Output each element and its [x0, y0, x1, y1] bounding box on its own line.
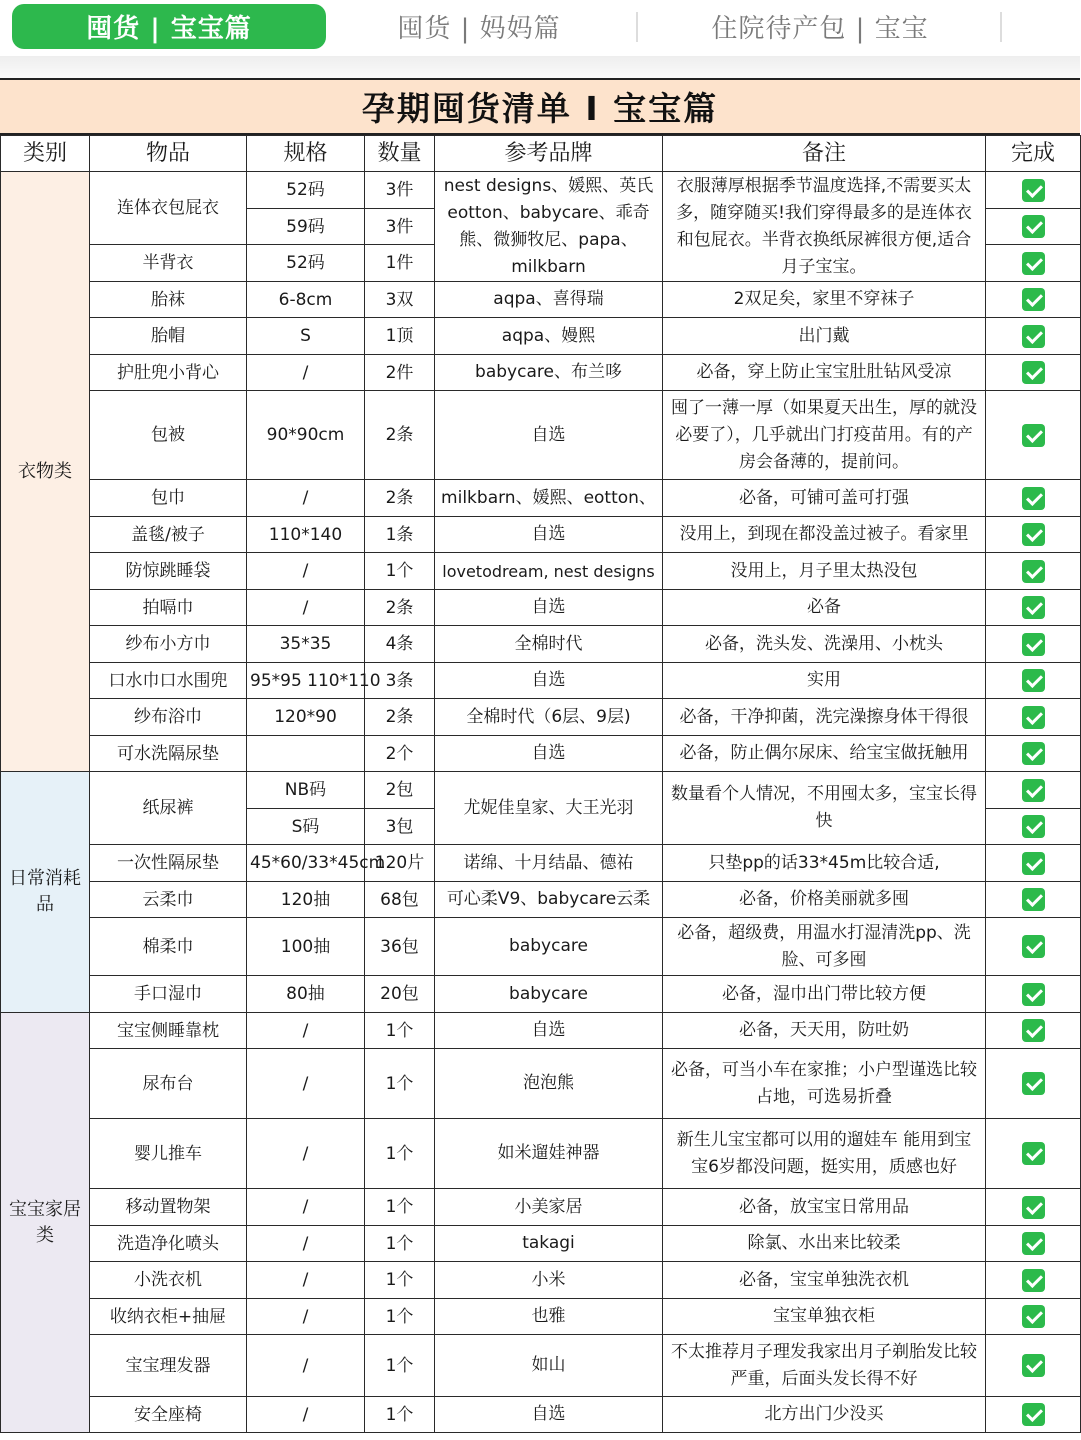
table-row [1, 699, 1081, 736]
done-cell [986, 1335, 1081, 1397]
item-cell: 连体衣包屁衣 [90, 172, 247, 245]
quantity-cell: 1个 [365, 1397, 435, 1433]
done-cell [986, 1119, 1081, 1189]
table-row [1, 517, 1081, 553]
item-cell: 半背衣 [90, 245, 247, 282]
note-cell: 必备 [663, 590, 986, 626]
checkmark-icon[interactable] [1022, 424, 1045, 447]
checkmark-icon[interactable] [1022, 596, 1045, 619]
checkmark-icon[interactable] [1022, 706, 1045, 729]
done-cell [986, 1397, 1081, 1433]
item-cell: 宝宝侧睡靠枕 [90, 1013, 247, 1049]
spec-cell: / [247, 355, 365, 391]
brand-cell: 泡泡熊 [435, 1049, 663, 1119]
sheet-title: 孕期囤货清单 I 宝宝篇 [0, 78, 1080, 135]
note-cell: 北方出门少没买 [663, 1397, 986, 1433]
quantity-cell: 2件 [365, 355, 435, 391]
item-cell: 纱布浴巾 [90, 699, 247, 736]
item-cell: 包巾 [90, 480, 247, 517]
checkmark-icon[interactable] [1022, 523, 1045, 546]
item-cell: 胎袜 [90, 282, 247, 318]
done-cell [986, 480, 1081, 517]
quantity-cell: 20包 [365, 976, 435, 1013]
spec-cell: / [247, 553, 365, 590]
spec-cell: / [247, 1049, 365, 1119]
item-cell: 可水洗隔尿垫 [90, 736, 247, 772]
spec-cell: / [247, 1299, 365, 1335]
checklist-sheet [0, 78, 1080, 1440]
table-row [1, 1335, 1081, 1397]
table-row [1, 1262, 1081, 1299]
item-cell: 拍嗝巾 [90, 590, 247, 626]
brand-cell: nest designs、媛熙、英氏eotton、babycare、乖奇熊、微狮牧尼、papa、milkbarn [435, 172, 663, 282]
done-cell [986, 590, 1081, 626]
checkmark-icon[interactable] [1022, 1072, 1045, 1095]
item-cell: 婴儿推车 [90, 1119, 247, 1189]
item-cell: 纸尿裤 [90, 772, 247, 845]
table-row [1, 1189, 1081, 1226]
done-cell [986, 282, 1081, 318]
checkmark-icon[interactable] [1022, 1305, 1045, 1328]
table-row [1, 1299, 1081, 1335]
category-clothes: 衣物类 [1, 172, 90, 772]
done-cell [986, 809, 1081, 845]
note-text: 没用上，到现在都没盖过被子。看家里 [679, 524, 969, 544]
done-cell [986, 1299, 1081, 1335]
table-row [1, 1049, 1081, 1119]
spec-cell: / [247, 590, 365, 626]
spec-cell: / [247, 1226, 365, 1262]
brand-cell: 小米 [435, 1262, 663, 1299]
checkmark-icon[interactable] [1022, 852, 1045, 875]
quantity-cell: 1顶 [365, 318, 435, 355]
done-cell [986, 553, 1081, 590]
note-cell: 必备，洗头发、洗澡用、小枕头 [663, 626, 986, 663]
brand-cell: 自选 [435, 663, 663, 699]
table-row [1, 282, 1081, 318]
spec-cell: / [247, 1262, 365, 1299]
checkmark-icon[interactable] [1022, 1142, 1045, 1165]
spec-cell: / [247, 1119, 365, 1189]
spec-cell: 59码 [247, 209, 365, 245]
brand-cell: 尤妮佳皇家、大王光羽 [435, 772, 663, 845]
tab-divider [636, 12, 638, 42]
quantity-cell: 120片 [365, 845, 435, 882]
brand-cell: 如山 [435, 1335, 663, 1397]
quantity-cell: 2包 [365, 772, 435, 809]
quantity-cell: 1个 [365, 1013, 435, 1049]
checkmark-icon[interactable] [1022, 1019, 1045, 1042]
category-daily-consumables: 日常消耗品 [1, 772, 90, 1013]
header-category: 类别 [1, 136, 90, 172]
brand-cell: 自选 [435, 736, 663, 772]
category-baby-home: 宝宝家居类 [1, 1013, 90, 1433]
quantity-cell: 3件 [365, 209, 435, 245]
brand-cell: takagi [435, 1226, 663, 1262]
item-cell: 口水巾口水围兜 [90, 663, 247, 699]
table-row [1, 918, 1081, 976]
spec-cell: 35*35 [247, 626, 365, 663]
done-cell [986, 1262, 1081, 1299]
note-cell: 出门戴 [663, 318, 986, 355]
header-row [1, 136, 1081, 172]
item-cell: 棉柔巾 [90, 918, 247, 976]
brand-cell: aqpa、喜得瑞 [435, 282, 663, 318]
item-cell: 安全座椅 [90, 1397, 247, 1433]
done-cell [986, 626, 1081, 663]
tab-bar-shadow [0, 56, 1080, 78]
item-cell: 移动置物架 [90, 1189, 247, 1226]
checkmark-icon[interactable] [1022, 983, 1045, 1006]
note-cell: 数量看个人情况，不用囤太多，宝宝长得快 [663, 772, 986, 845]
note-cell: 除氯、水出来比较柔 [663, 1226, 986, 1262]
table-row [1, 1119, 1081, 1189]
spec-cell [247, 845, 386, 882]
note-cell: 2双足矣，家里不穿袜子 [663, 282, 986, 318]
quantity-cell: 36包 [365, 918, 435, 976]
spec-cell: 90*90cm [247, 391, 365, 480]
note-cell: 没用上，月子里太热没包 [663, 553, 986, 590]
brand-cell: 自选 [435, 590, 663, 626]
item-cell: 一次性隔尿垫 [90, 845, 247, 882]
spec-cell: / [247, 480, 365, 517]
table-row [1, 355, 1081, 391]
table-row [1, 1013, 1081, 1049]
table-row [1, 845, 1081, 882]
brand-cell: 诺绵、十月结晶、德祐 [435, 845, 663, 882]
header-quantity: 数量 [365, 136, 435, 172]
spec-text: 45*60/33*45cm [250, 853, 386, 873]
brand-cell: 全棉时代 [435, 626, 663, 663]
spec-cell: / [247, 1013, 365, 1049]
quantity-cell: 2条 [365, 590, 435, 626]
table-row [1, 663, 1081, 699]
header-done: 完成 [986, 136, 1081, 172]
quantity-cell: 2条 [365, 480, 435, 517]
spec-cell: 100抽 [247, 918, 365, 976]
quantity-cell: 1个 [365, 1262, 435, 1299]
item-cell: 包被 [90, 391, 247, 480]
done-cell [986, 736, 1081, 772]
brand-cell: aqpa、嫚熙 [435, 318, 663, 355]
checkmark-icon[interactable] [1022, 815, 1045, 838]
spec-cell: 52码 [247, 245, 365, 282]
spec-cell: / [247, 1189, 365, 1226]
table-row [1, 626, 1081, 663]
done-cell [986, 772, 1081, 809]
item-cell: 尿布台 [90, 1049, 247, 1119]
spec-cell [247, 663, 381, 699]
spec-cell [247, 736, 365, 772]
done-cell [986, 517, 1081, 553]
note-cell: 必备，湿巾出门带比较方便 [663, 976, 986, 1013]
spec-cell: NB码 [247, 772, 365, 809]
checkmark-icon[interactable] [1022, 252, 1045, 275]
note-cell [663, 845, 986, 882]
note-cell: 不太推荐月子理发我家出月子剃胎发比较严重，后面头发长得不好 [663, 1335, 986, 1397]
brand-cell: 自选 [435, 391, 663, 480]
checkmark-icon[interactable] [1022, 1403, 1045, 1426]
item-cell: 防惊跳睡袋 [90, 553, 247, 590]
quantity-cell: 2条 [365, 391, 435, 480]
checkmark-icon[interactable] [1022, 1269, 1045, 1292]
note-text: 必备，干净抑菌，洗完澡擦身体干得很 [679, 706, 969, 727]
brand-cell: lovetodream, nest designs [435, 553, 663, 590]
note-cell: 新生儿宝宝都可以用的遛娃车 能用到宝宝6岁都没问题，挺实用，质感也好 [663, 1119, 986, 1189]
quantity-cell: 4条 [365, 626, 435, 663]
item-cell: 胎帽 [90, 318, 247, 355]
quantity-cell: 68包 [365, 882, 435, 918]
table-row [1, 590, 1081, 626]
table-row [1, 553, 1081, 590]
note-cell: 宝宝单独衣柜 [663, 1299, 986, 1335]
done-cell [986, 1189, 1081, 1226]
checkmark-icon[interactable] [1022, 325, 1045, 348]
item-cell: 盖毯/被子 [90, 517, 247, 553]
checkmark-icon[interactable] [1022, 1354, 1045, 1377]
note-cell: 必备，可铺可盖可打强 [663, 480, 986, 517]
note-cell: 必备，价格美丽就多囤 [663, 882, 986, 918]
done-cell [986, 1013, 1081, 1049]
header-item: 物品 [90, 136, 247, 172]
quantity-cell: 3条 [365, 663, 435, 699]
spec-cell: / [247, 1397, 365, 1433]
table-row [1, 736, 1081, 772]
item-cell: 护肚兜小背心 [90, 355, 247, 391]
note-cell: 囤了一薄一厚（如果夏天出生，厚的就没必要了），几乎就出门打疫苗用。有的产房会备薄的，提前问。 [663, 391, 986, 480]
brand-cell: babycare [435, 976, 663, 1013]
note-text: 只垫pp的话33*45m比较合适, [708, 852, 940, 873]
done-cell [986, 1049, 1081, 1119]
brand-cell: 小美家居 [435, 1189, 663, 1226]
brand-cell: babycare、布兰哆 [435, 355, 663, 391]
checkmark-icon[interactable] [1022, 560, 1045, 583]
spec-cell: 120抽 [247, 882, 365, 918]
tab-divider [1000, 12, 1002, 42]
quantity-cell: 1条 [365, 517, 435, 553]
brand-text: milkbarn、媛熙、eotton、 [441, 487, 656, 508]
quantity-cell: 1个 [365, 1226, 435, 1262]
note-cell: 必备，放宝宝日常用品 [663, 1189, 986, 1226]
brand-cell: 自选 [435, 517, 663, 553]
done-cell [986, 355, 1081, 391]
quantity-cell: 1个 [365, 1299, 435, 1335]
table-row [1, 480, 1081, 517]
item-cell: 洗造净化喷头 [90, 1226, 247, 1262]
note-cell: 必备，宝宝单独洗衣机 [663, 1262, 986, 1299]
brand-cell: 自选 [435, 1397, 663, 1433]
spec-cell: / [247, 1335, 365, 1397]
quantity-cell: 1个 [365, 1049, 435, 1119]
quantity-cell: 1个 [365, 1189, 435, 1226]
done-cell [986, 663, 1081, 699]
table-row [1, 772, 1081, 809]
quantity-cell: 3双 [365, 282, 435, 318]
quantity-cell: 3件 [365, 172, 435, 209]
checkmark-icon[interactable] [1022, 1196, 1045, 1219]
checkmark-icon[interactable] [1022, 742, 1045, 765]
brand-cell: 也雅 [435, 1299, 663, 1335]
brand-cell [435, 480, 663, 517]
done-cell [986, 845, 1081, 882]
brand-cell: 如米遛娃神器 [435, 1119, 663, 1189]
tab-hospital-bag-baby[interactable]: 住院待产包 | 宝宝 [711, 14, 929, 44]
checkmark-icon[interactable] [1022, 1232, 1045, 1255]
spec-text: 95*95 110*110 [250, 670, 381, 691]
table-row [1, 976, 1081, 1013]
spec-cell: S [247, 318, 365, 355]
spec-cell: 120*90 [247, 699, 365, 736]
quantity-cell: 1个 [365, 553, 435, 590]
checkmark-icon[interactable] [1022, 888, 1045, 911]
done-cell [986, 172, 1081, 209]
spec-cell: 6-8cm [247, 282, 365, 318]
tab-bar [0, 0, 1080, 56]
checkmark-icon[interactable] [1022, 633, 1045, 656]
checklist-table [0, 135, 1081, 1433]
note-cell: 必备，超级费，用温水打湿清洗pp、洗脸、可多囤 [663, 918, 986, 976]
checkmark-icon[interactable] [1022, 179, 1045, 202]
item-cell: 小洗衣机 [90, 1262, 247, 1299]
checkmark-icon[interactable] [1022, 779, 1045, 802]
header-brand: 参考品牌 [435, 136, 663, 172]
done-cell [986, 699, 1081, 736]
table-row [1, 172, 1081, 209]
item-cell: 纱布小方巾 [90, 626, 247, 663]
quantity-cell: 2条 [365, 699, 435, 736]
table-row [1, 318, 1081, 355]
brand-cell: 全棉时代（6层、9层) [435, 699, 663, 736]
header-spec: 规格 [247, 136, 365, 172]
brand-cell: 自选 [435, 1013, 663, 1049]
item-cell: 手口湿巾 [90, 976, 247, 1013]
spec-cell: 80抽 [247, 976, 365, 1013]
spec-cell: S码 [247, 809, 365, 845]
done-cell [986, 976, 1081, 1013]
quantity-cell: 2个 [365, 736, 435, 772]
checkmark-icon[interactable] [1022, 361, 1045, 384]
checkmark-icon[interactable] [1022, 288, 1045, 311]
quantity-cell: 1个 [365, 1335, 435, 1397]
note-cell: 实用 [663, 663, 986, 699]
note-cell: 必备，防止偶尔尿床、给宝宝做抚触用 [663, 736, 986, 772]
table-row [1, 882, 1081, 918]
note-cell: 必备，可当小车在家推；小户型谨选比较占地，可选易折叠 [663, 1049, 986, 1119]
checkmark-icon[interactable] [1022, 669, 1045, 692]
header-note: 备注 [663, 136, 986, 172]
checkmark-icon[interactable] [1022, 935, 1045, 958]
checkmark-icon[interactable] [1022, 487, 1045, 510]
brand-cell: 可心柔V9、babycare云柔 [435, 882, 663, 918]
note-cell: 必备，穿上防止宝宝肚肚钻风受凉 [663, 355, 986, 391]
done-cell [986, 391, 1081, 480]
done-cell [986, 318, 1081, 355]
tab-mom-stock[interactable]: 囤货 | 妈妈篇 [397, 14, 561, 44]
quantity-cell: 1件 [365, 245, 435, 282]
spec-cell: 52码 [247, 172, 365, 209]
item-cell: 云柔巾 [90, 882, 247, 918]
spec-cell: 110*140 [247, 517, 365, 553]
done-cell [986, 918, 1081, 976]
note-cell: 衣服薄厚根据季节温度选择,不需要买太多，随穿随买!我们穿得最多的是连体衣和包屁衣。半背衣换纸尿裤很方便,适合月子宝宝。 [663, 172, 986, 282]
note-cell [663, 517, 986, 553]
done-cell [986, 209, 1081, 245]
tab-baby-stock[interactable]: 囤货 | 宝宝篇 [12, 4, 326, 49]
checkmark-icon[interactable] [1022, 215, 1045, 238]
item-cell: 宝宝理发器 [90, 1335, 247, 1397]
quantity-cell: 1个 [365, 1119, 435, 1189]
table-row [1, 1397, 1081, 1433]
note-cell: 必备，天天用，防吐奶 [663, 1013, 986, 1049]
brand-cell: babycare [435, 918, 663, 976]
item-cell: 收纳衣柜+抽屉 [90, 1299, 247, 1335]
done-cell [986, 882, 1081, 918]
done-cell [986, 245, 1081, 282]
done-cell [986, 1226, 1081, 1262]
table-row [1, 1226, 1081, 1262]
note-cell [663, 699, 986, 736]
quantity-cell: 3包 [365, 809, 435, 845]
table-row [1, 391, 1081, 480]
